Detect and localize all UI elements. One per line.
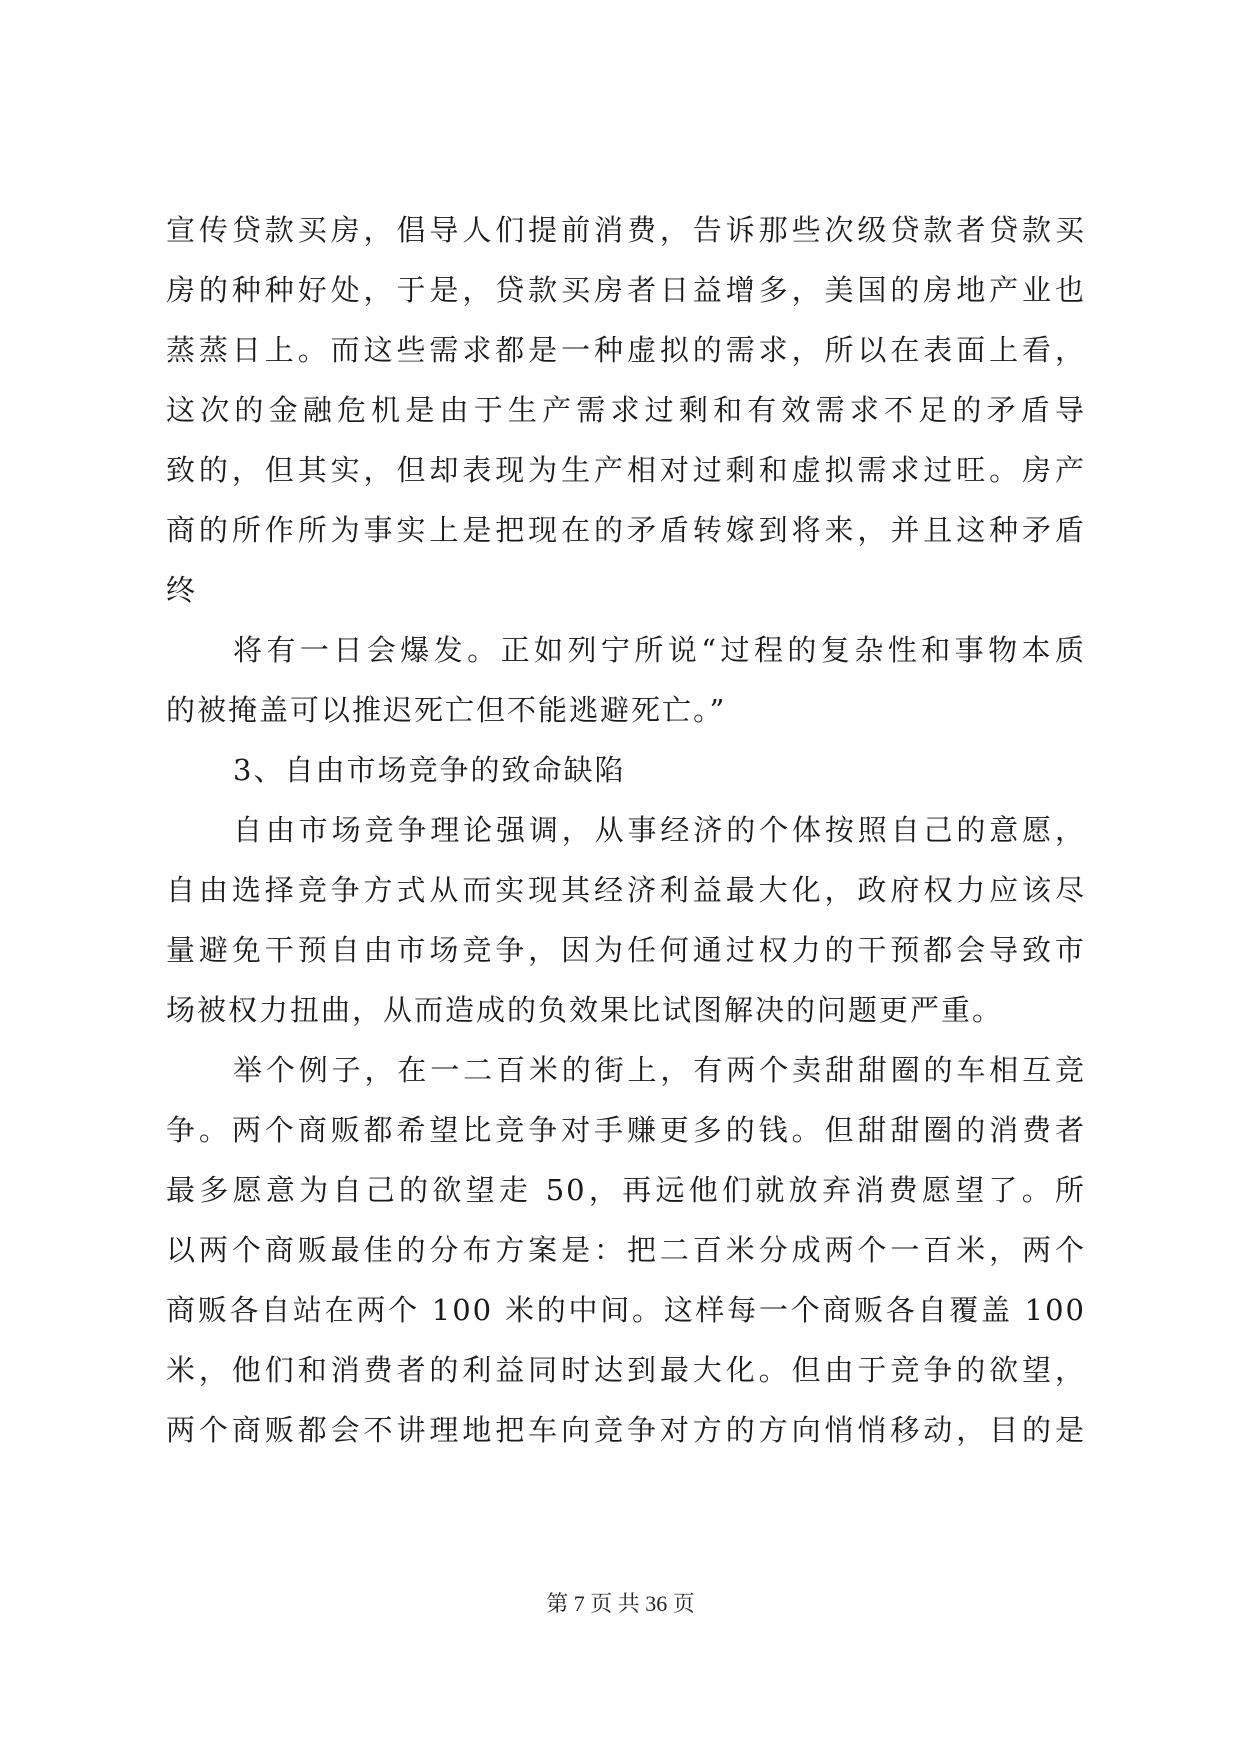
body-line: 致的，但其实，但却表现为生产相对过剩和虚拟需求过旺。房产	[166, 453, 1086, 487]
paragraph-first-line: 自由市场竞争理论强调，从事经济的个体按照自己的意愿，	[233, 813, 1086, 847]
body-line: 商贩各自站在两个 100 米的中间。这样每一个商贩各自覆盖 100	[166, 1293, 1086, 1327]
body-line: 蒸蒸日上。而这些需求都是一种虚拟的需求，所以在表面上看，	[166, 333, 1086, 367]
paragraph-first-line: 举个例子，在一二百米的街上，有两个卖甜甜圈的车相互竞	[233, 1053, 1086, 1087]
body-line: 争。两个商贩都希望比竞争对手赚更多的钱。但甜甜圈的消费者	[166, 1113, 1086, 1147]
page-number-footer: 第 7 页 共 36 页	[546, 1591, 695, 1616]
paragraph-first-line: 将有一日会爆发。正如列宁所说“过程的复杂性和事物本质	[233, 633, 1086, 667]
body-line: 以两个商贩最佳的分布方案是：把二百米分成两个一百米，两个	[166, 1233, 1086, 1267]
body-line: 米，他们和消费者的利益同时达到最大化。但由于竞争的欲望，	[166, 1353, 1086, 1387]
body-line: 房的种种好处，于是，贷款买房者日益增多，美国的房地产业也	[166, 273, 1086, 307]
body-line: 场被权力扭曲，从而造成的负效果比试图解决的问题更严重。	[166, 993, 1004, 1027]
body-line: 商的所作所为事实上是把现在的矛盾转嫁到将来，并且这种矛盾	[166, 513, 1086, 547]
body-line: 的被掩盖可以推迟死亡但不能逃避死亡。”	[166, 693, 727, 727]
body-line: 终	[166, 573, 198, 607]
body-line: 自由选择竞争方式从而实现其经济利益最大化，政府权力应该尽	[166, 873, 1086, 907]
body-line: 宣传贷款买房，倡导人们提前消费，告诉那些次级贷款者贷款买	[166, 213, 1086, 247]
body-line: 两个商贩都会不讲理地把车向竞争对方的方向悄悄移动，目的是	[166, 1413, 1086, 1447]
body-line: 最多愿意为自己的欲望走 50，再远他们就放弃消费愿望了。所	[166, 1173, 1086, 1207]
body-line: 量避免干预自由市场竞争，因为任何通过权力的干预都会导致市	[166, 933, 1086, 967]
section-heading: 3、自由市场竞争的致命缺陷	[233, 753, 626, 787]
body-line: 这次的金融危机是由于生产需求过剩和有效需求不足的矛盾导	[166, 393, 1086, 427]
